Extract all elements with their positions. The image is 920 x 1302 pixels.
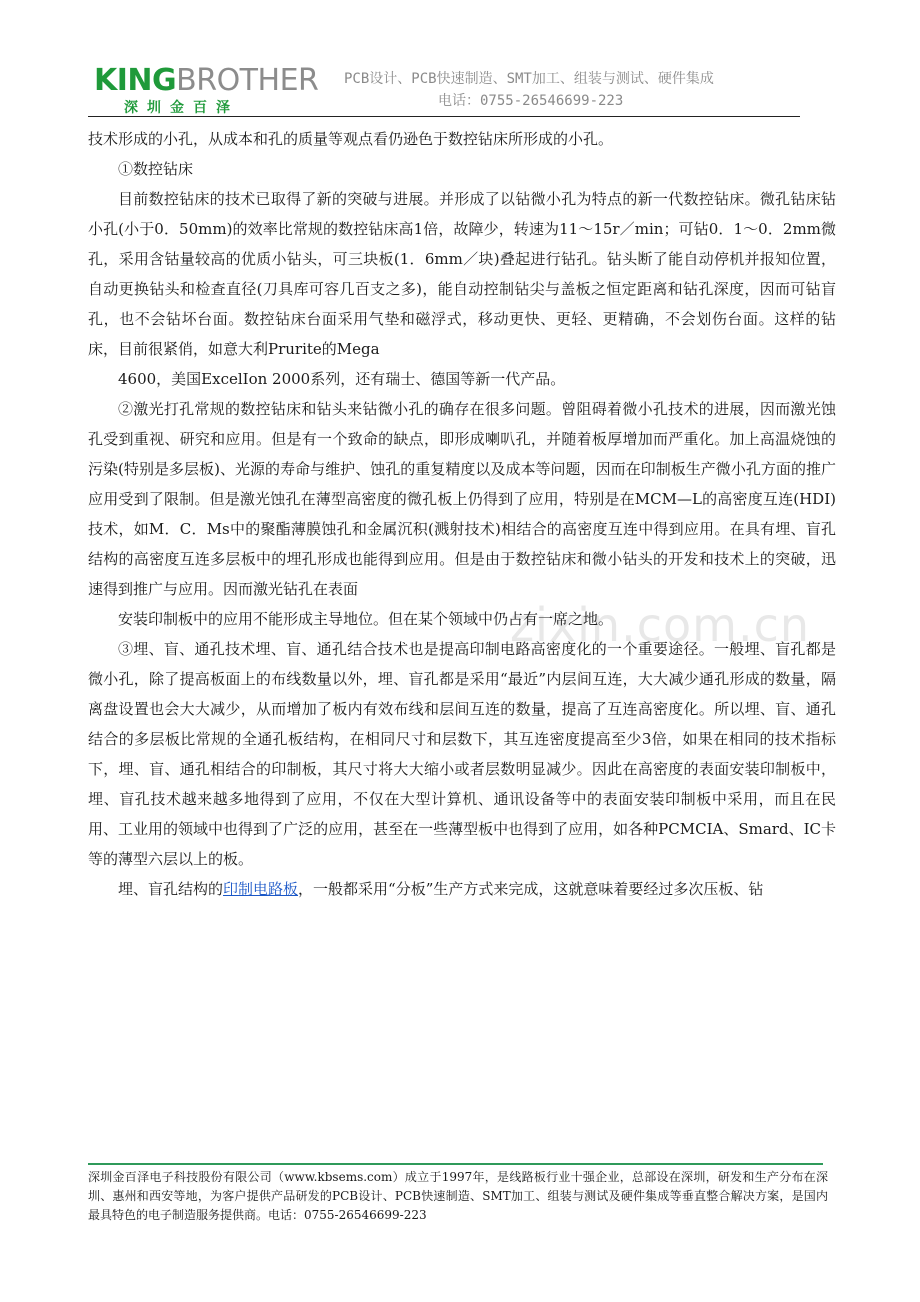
logo-brother: BROTHER: [176, 63, 319, 98]
paragraph-buried-blind-vias: ③埋、盲、通孔技术埋、盲、通孔结合技术也是提高印制电路高密度化的一个重要途径。一般埋、盲孔都是微小孔，除了提高板面上的布线数量以外，埋、盲孔都是采用“最近”内层间互连，大大减少通孔形成的数量，隔离盘设置也会大大减少，从而增加了板内有效布线和层间互连的数量，提高了互连高密度化。所以埋、盲、通孔结合的多层板比常规的全通孔板结构，在相同尺寸和层数下，其互连密度提高至少3倍，如果在相同的技术指标下，埋、盲、通孔相结合的印制板，其尺寸将大大缩小或者层数明显减少。因此在高密度的表面安装印制板中，埋、盲孔技术越来越多地得到了应用，不仅在大型计算机、通讯设备等中的表面安装印制板中采用，而且在民用、工业用的领域中也得到了广泛的应用，甚至在一些薄型板中也得到了应用，如各种PCMCIA、Smard、IC卡等的薄型六层以上的板。: [88, 640, 836, 868]
paragraph-1: 技术形成的小孔，从成本和孔的质量等观点看仍逊色于数控钻床所形成的小孔。: [88, 130, 614, 148]
paragraph-product-list: 4600，美国ExcelIon 2000系列，还有瑞士、德国等新一代产品。: [118, 370, 566, 388]
paragraph-laser-drilling: ②激光打孔常规的数控钻床和钻头来钻微小孔的确存在很多问题。曾阻碍着微小孔技术的进展，因而激光蚀孔受到重视、研究和应用。但是有一个致命的缺点，即形成喇叭孔，并随着板厚增加而严重化。加上高温烧蚀的污染(特别是多层板)、光源的寿命与维护、蚀孔的重复精度以及成本等问题，因而在印制板生产微小孔方面的推广应用受到了限制。但是激光蚀孔在薄型高密度的微孔板上仍得到了应用，特别是在MCM—L的高密度互连(HDI)技术，如M．C．Ms中的聚酯薄膜蚀孔和金属沉积(溅射技术)相结合的高密度互连中得到应用。在具有埋、盲孔结构的高密度互连多层板中的埋孔形成也能得到应用。但是由于数控钻床和微小钻头的开发和技术上的突破，迅速得到推广与应用。因而激光钻孔在表面: [88, 400, 836, 598]
pcb-link[interactable]: 印制电路板: [223, 880, 299, 898]
paragraph-pcb-structure: [88, 874, 836, 904]
paragraph-text-after-link: ，一般都采用“分板”生产方式来完成，这就意味着要经过多次压板、钻: [298, 880, 764, 898]
footer-divider: [88, 1163, 823, 1165]
logo-king: KING: [94, 63, 177, 98]
page-footer: 深圳金百泽电子科技股份有限公司（www.kbsems.com）成立于1997年，是线路板行业十强企业，总部设在深圳，研发和生产分布在深圳、惠州和西安等地，为客户提供产品研发的PCB设计、PCB快速制造、SMT加工、组装与测试及硬件集成等垂直整合解决方案，是国内最具特色的电子制造服务提供商。电话：0755-26546699-223: [88, 1170, 828, 1222]
company-logo: [94, 63, 319, 116]
paragraph-cnc-drilling: 目前数控钻床的技术已取得了新的突破与进展。并形成了以钻微小孔为特点的新一代数控钻床。微孔钻床钻小孔(小于0．50mm)的效率比常规的数控钻床高1倍，故障少，转速为11～15r／min；可钻0．1～0．2mm微孔，采用含钴量较高的优质小钻头，可三块板(1．6mm／块)叠起进行钻孔。钻头断了能自动停机并报知位置，自动更换钻头和检查直径(刀具库可容几百支之多)，能自动控制钻尖与盖板之恒定距离和钻孔深度，因而可钻盲孔，也不会钻坏台面。数控钻床台面采用气垫和磁浮式，移动更快、更轻、更精确，不会划伤台面。这样的钻床，目前很紧俏，如意大利Prurite的Mega: [88, 190, 836, 358]
header-tagline: PCB设计、PCB快速制造、SMT加工、组装与测试、硬件集成: [344, 71, 714, 87]
paragraph-text-before-link: 埋、盲孔结构的: [118, 880, 224, 898]
document-body: [88, 124, 836, 904]
header-divider: [88, 116, 800, 117]
section-heading-cnc-drilling: ①数控钻床: [118, 160, 194, 178]
paragraph-laser-position: 安装印制板中的应用不能形成主导地位。但在某个领域中仍占有一席之地。: [118, 610, 614, 628]
header-phone: 电话：0755-26546699-223: [438, 93, 624, 109]
logo-chinese-name: 深圳金百泽: [124, 100, 239, 116]
page-header: [88, 62, 800, 118]
logo-wordmark: [94, 64, 318, 98]
watermark: zixin.com.cn: [510, 598, 811, 652]
